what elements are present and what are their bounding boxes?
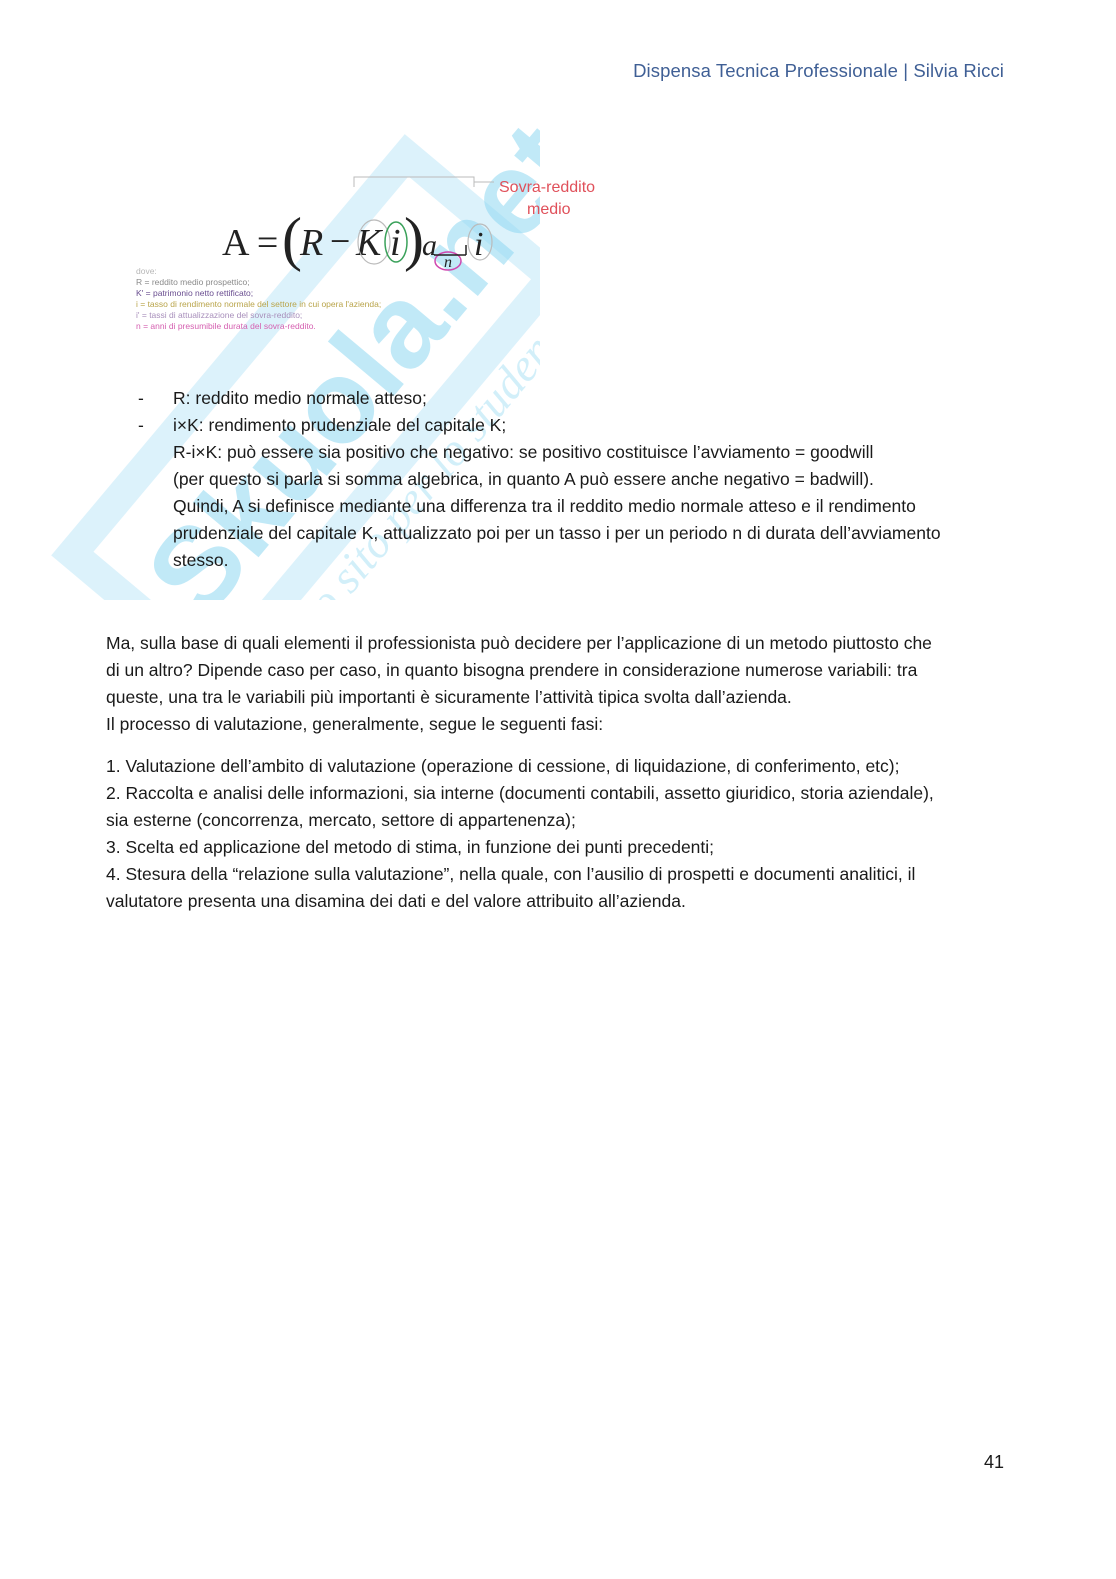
text-line: queste, una tra le variabili più importanti è sicuramente l’attività tipica svolta dall’azienda.: [106, 687, 792, 707]
legend-line: i' = tassi di attualizzazione del sovra-reddito;: [136, 310, 303, 320]
step-item-cont: sia esterne (concorrenza, mercato, settore di appartenenza);: [106, 810, 576, 830]
running-header: Dispensa Tecnica Professionale | Silvia Ricci: [633, 60, 1004, 81]
annotation-line1: Sovra-reddito: [499, 179, 596, 196]
watermark-tagline: sito per lo studente: [319, 299, 540, 600]
list-item: [138, 412, 1018, 439]
bullet-dash: -: [138, 388, 144, 408]
step-item: 4. Stesura della “relazione sulla valutazione”, nella quale, con l’ausilio di prospetti e documenti analitici, il: [106, 864, 916, 884]
formula-image: [134, 165, 634, 365]
legend-line: i = tasso di rendimento normale del settore in cui opera l'azienda;: [136, 299, 382, 309]
watermark-brand: Skuola.net: [121, 98, 540, 600]
list-item-text: i×K: rendimento prudenziale del capitale K;: [173, 415, 507, 435]
legend-line: R = reddito medio prospettico;: [136, 277, 250, 287]
body-paragraph: [106, 630, 1016, 738]
formula-legend: [136, 266, 536, 332]
text-line: (per questo si parla si somma algebrica, in quanto A può essere anche negativo = badwill).: [173, 469, 874, 489]
text-line: Il processo di valutazione, generalmente, segue le seguenti fasi:: [106, 714, 604, 734]
text-line: Quindi, A si definisce mediante una differenza tra il reddito medio normale atteso e il rendimento: [173, 496, 916, 516]
formula-lhs: A =: [222, 222, 279, 264]
step-item-cont: valutatore presenta una disamina dei dati e del valore attribuito all’azienda.: [106, 891, 686, 911]
steps-list: [106, 753, 1016, 915]
minus-sign: −: [330, 221, 351, 261]
legend-line: K' = patrimonio netto rettificato;: [136, 288, 254, 298]
legend-line: n = anni di presumibile durata del sovra-reddito.: [136, 321, 316, 331]
list-item: [138, 385, 1018, 412]
symbol-R: R: [300, 222, 324, 264]
symbol-K: K: [356, 222, 382, 264]
symbol-i: i: [390, 222, 401, 264]
paren-close: ): [404, 206, 424, 272]
text-line: di un altro? Dipende caso per caso, in quanto bisogna prendere in considerazione numerose variabili: tra: [106, 660, 918, 680]
step-item: 2. Raccolta e analisi delle informazioni, sia interne (documenti contabili, assetto giuridico, storia aziendale),: [106, 783, 934, 803]
bullet-dash: -: [138, 415, 144, 435]
symbol-i-prime: i: [474, 226, 484, 263]
paren-open: (: [282, 206, 302, 272]
definitions-list: [138, 385, 1018, 574]
text-line: Ma, sulla base di quali elementi il professionista può decidere per l’applicazione di un metodo piuttosto che: [106, 633, 932, 653]
legend-line: dove:: [136, 266, 157, 276]
step-item: 3. Scelta ed applicazione del metodo di stima, in funzione dei punti precedenti;: [106, 837, 715, 857]
step-item: 1. Valutazione dell’ambito di valutazione (operazione di cessione, di liquidazione, di conferimento, etc);: [106, 756, 900, 776]
symbol-n: n: [444, 254, 452, 271]
symbol-a: a: [422, 229, 437, 262]
text-line: stesso.: [173, 550, 229, 570]
annotation-line2: medio: [527, 201, 571, 218]
list-item-text: R: reddito medio normale atteso;: [173, 388, 427, 408]
page-number: 41: [983, 1452, 1004, 1472]
text-line: prudenziale del capitale K, attualizzato poi per un tasso i per un periodo n di durata dell’avviamento: [173, 523, 941, 543]
text-line: R-i×K: può essere sia positivo che negativo: se positivo costituisce l’avviamento = goodwill: [173, 442, 874, 462]
